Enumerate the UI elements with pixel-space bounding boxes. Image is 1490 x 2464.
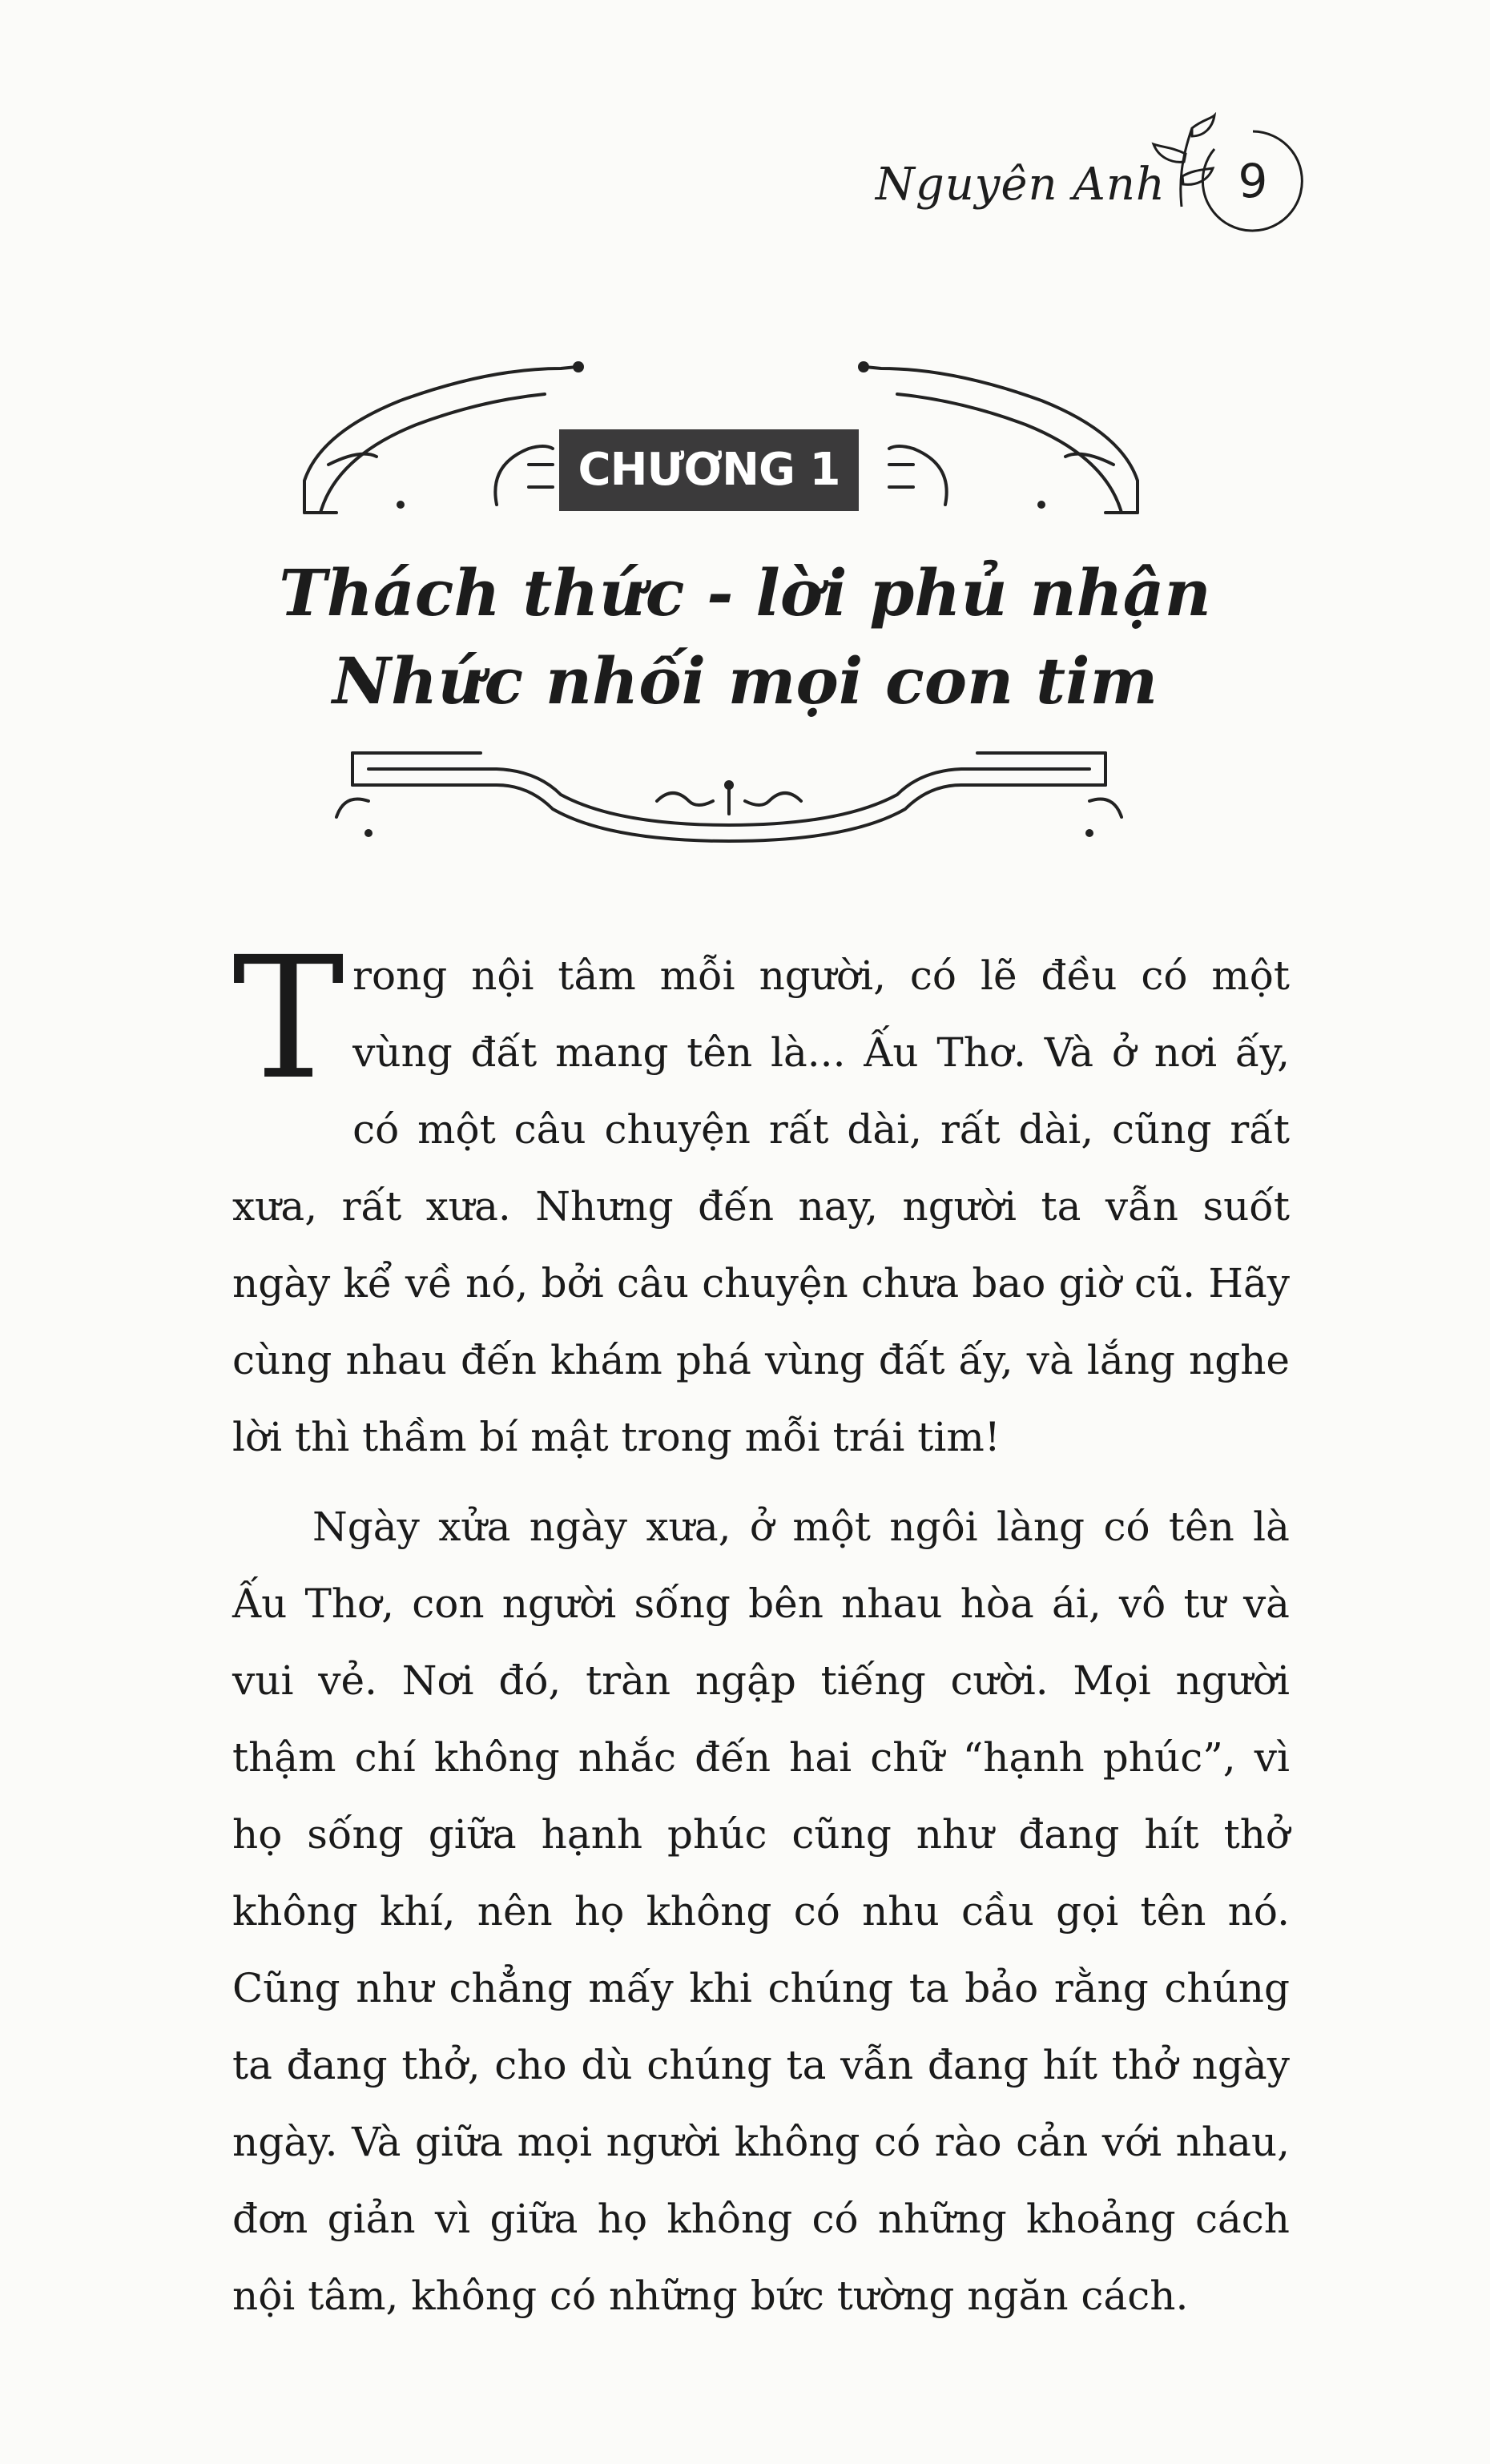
chapter-title-line-2: Nhức nhối mọi con tim [332, 643, 1158, 719]
paragraph-1-text: rong nội tâm mỗi người, có lẽ đều có một vùng đất mang tên là... Ấu Thơ. Và ở nơi ấy, có một câu chuyện rất dài, rất dài, cũng rất xưa, rất xưa. Nhưng đến nay, người ta vẫn suốt ngày kể về nó, bởi câu chuyện chưa bao giờ cũ. Hãy cùng nhau đến khám phá vùng đất ấy, và lắng nghe lời thì thầm bí mật trong mỗi trái tim! [232, 952, 1290, 1460]
chapter-body [232, 920, 1290, 2334]
paragraph-1 [232, 920, 1290, 1476]
author-name: Nguyên Anh [875, 159, 1166, 211]
chapter-title-line-1: Thách thức - lời phủ nhận [279, 555, 1211, 630]
page-number: 9 [1238, 154, 1268, 208]
chapter-banner [559, 429, 859, 511]
chapter-label: CHƯƠNG 1 [578, 444, 840, 496]
drop-cap: T [232, 920, 345, 1117]
paragraph-2: Ngày xửa ngày xưa, ở một ngôi làng có tên là Ấu Thơ, con người sống bên nhau hòa ái, vô tư và vui vẻ. Nơi đó, tràn ngập tiếng cười. Mọi người thậm chí không nhắc đến hai chữ “hạnh phúc”, vì họ sống giữa hạnh phúc cũng như đang hít thở không khí, nên họ không có nhu cầu gọi tên nó. Cũng như chẳng mấy khi chúng ta bảo rằng chúng ta đang thở, cho dù chúng ta vẫn đang hít thở ngày ngày. Và giữa mọi người không có rào cản với nhau, đơn giản vì giữa họ không có những khoảng cách nội tâm, không có những bức tường ngăn cách. [232, 1504, 1290, 2319]
chapter-bottom-ornament [320, 721, 1138, 857]
running-header [875, 112, 1330, 248]
